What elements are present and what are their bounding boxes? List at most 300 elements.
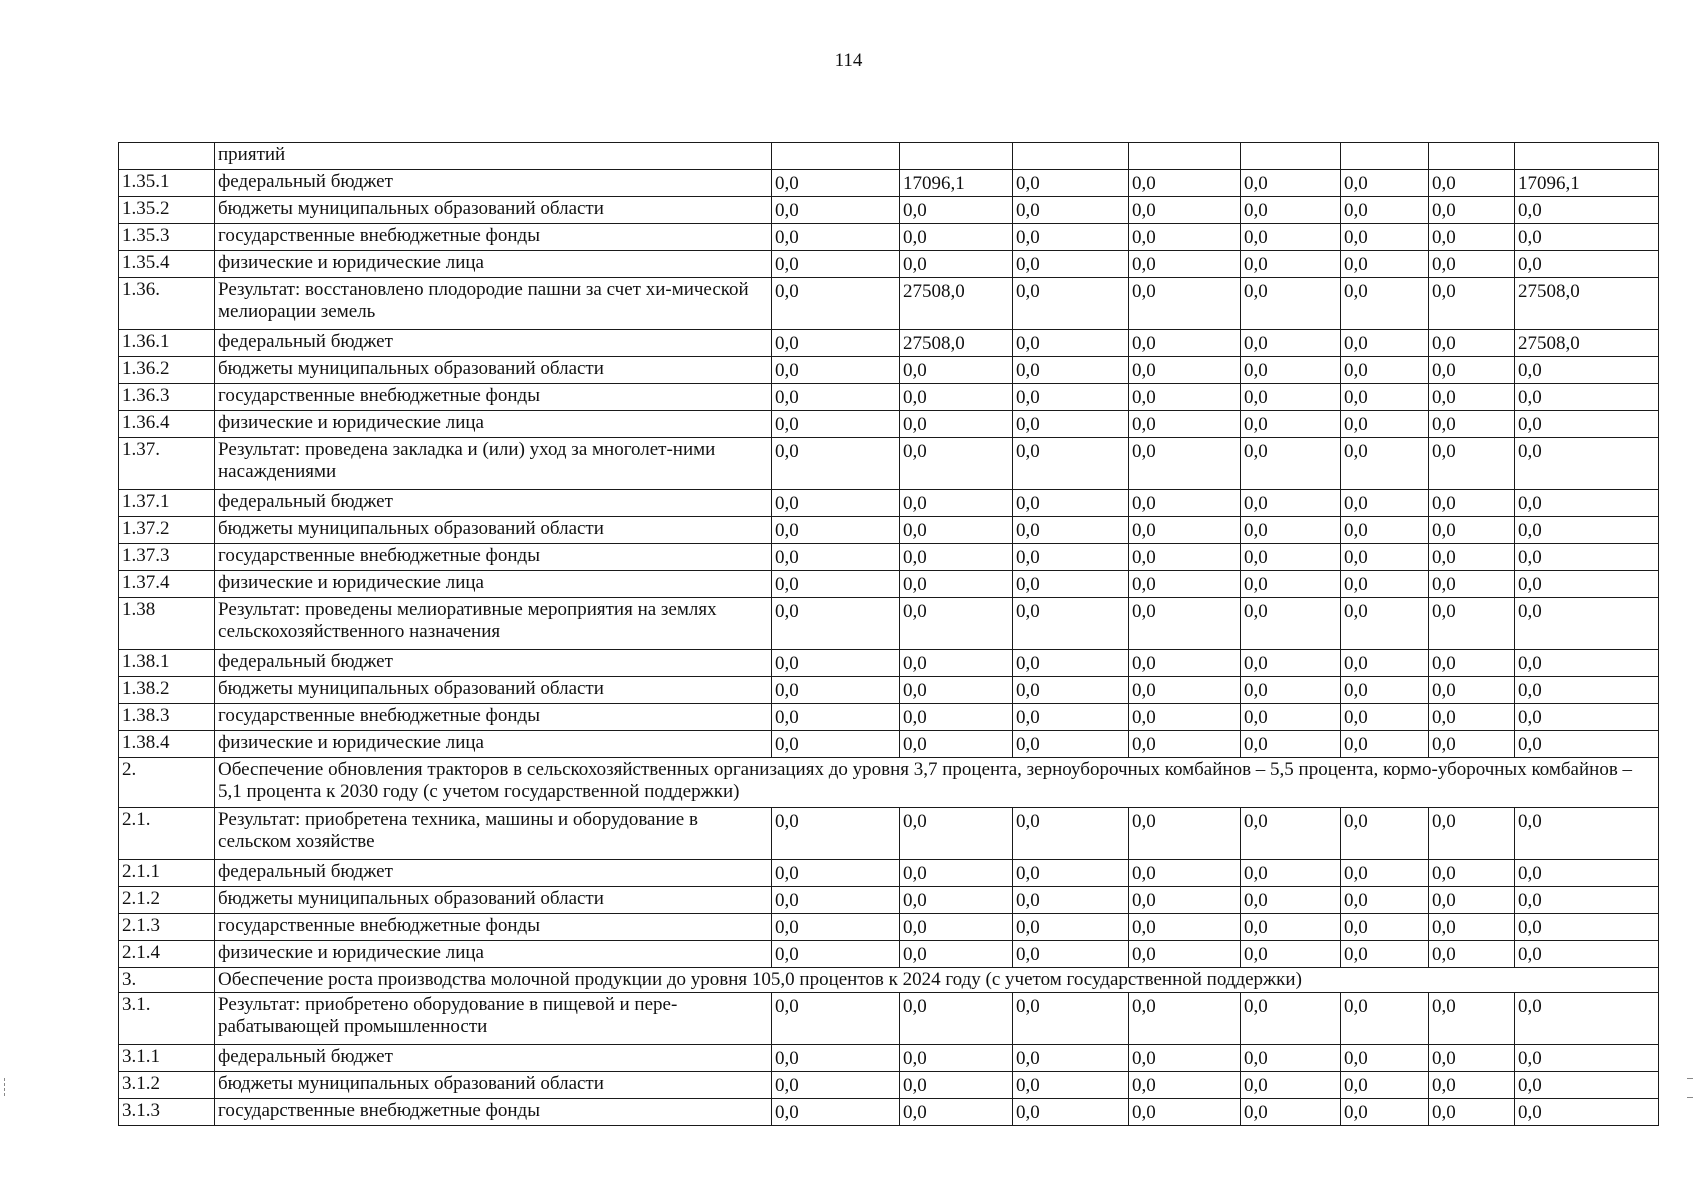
value-cell: 0,0 bbox=[1013, 224, 1129, 251]
row-name: физические и юридические лица bbox=[215, 411, 772, 438]
value-cell: 0,0 bbox=[1241, 571, 1341, 598]
value-cell: 0,0 bbox=[1341, 384, 1429, 411]
value-cell: 0,0 bbox=[772, 490, 900, 517]
value-cell: 0,0 bbox=[1129, 411, 1241, 438]
value-cell: 0,0 bbox=[1341, 914, 1429, 941]
funding-table-wrapper bbox=[118, 142, 1658, 1126]
row-code: 1.35.3 bbox=[119, 224, 215, 251]
value-cell: 27508,0 bbox=[1515, 330, 1659, 357]
value-cell: 0,0 bbox=[772, 808, 900, 860]
value-cell: 0,0 bbox=[1515, 887, 1659, 914]
value-cell: 0,0 bbox=[1129, 914, 1241, 941]
value-cell: 0,0 bbox=[1341, 197, 1429, 224]
value-cell: 0,0 bbox=[1013, 860, 1129, 887]
scan-edge-mark-left bbox=[4, 1078, 8, 1096]
value-cell: 17096,1 bbox=[1515, 170, 1659, 197]
value-cell: 0,0 bbox=[1129, 197, 1241, 224]
value-cell: 0,0 bbox=[1515, 517, 1659, 544]
value-cell: 0,0 bbox=[1341, 1099, 1429, 1126]
value-cell: 0,0 bbox=[1129, 677, 1241, 704]
value-cell: 0,0 bbox=[900, 490, 1013, 517]
value-cell: 0,0 bbox=[1341, 941, 1429, 968]
row-name: бюджеты муниципальных образований области bbox=[215, 197, 772, 224]
value-cell: 0,0 bbox=[1341, 490, 1429, 517]
value-cell bbox=[1429, 143, 1515, 170]
value-cell: 0,0 bbox=[1241, 517, 1341, 544]
row-code bbox=[119, 143, 215, 170]
value-cell: 0,0 bbox=[1129, 993, 1241, 1045]
table-row bbox=[119, 544, 1659, 571]
value-cell: 0,0 bbox=[772, 224, 900, 251]
row-code: 1.37. bbox=[119, 438, 215, 490]
value-cell: 0,0 bbox=[1241, 438, 1341, 490]
value-cell: 0,0 bbox=[1341, 887, 1429, 914]
value-cell: 0,0 bbox=[1241, 544, 1341, 571]
value-cell: 0,0 bbox=[1129, 571, 1241, 598]
value-cell: 0,0 bbox=[1013, 731, 1129, 758]
value-cell: 0,0 bbox=[1429, 1072, 1515, 1099]
value-cell: 0,0 bbox=[1013, 197, 1129, 224]
value-cell: 0,0 bbox=[1241, 598, 1341, 650]
row-name: государственные внебюджетные фонды bbox=[215, 1099, 772, 1126]
row-name: Результат: проведена закладка и (или) уход за многолет-ними насаждениями bbox=[215, 438, 772, 490]
table-row bbox=[119, 704, 1659, 731]
row-name: бюджеты муниципальных образований области bbox=[215, 517, 772, 544]
value-cell: 0,0 bbox=[1013, 598, 1129, 650]
value-cell: 0,0 bbox=[1515, 197, 1659, 224]
value-cell bbox=[900, 143, 1013, 170]
value-cell: 0,0 bbox=[1429, 411, 1515, 438]
value-cell bbox=[772, 143, 900, 170]
value-cell: 0,0 bbox=[1429, 650, 1515, 677]
value-cell: 0,0 bbox=[1429, 278, 1515, 330]
value-cell: 0,0 bbox=[772, 1099, 900, 1126]
value-cell: 0,0 bbox=[1129, 704, 1241, 731]
value-cell: 0,0 bbox=[900, 1099, 1013, 1126]
row-code: 1.38.1 bbox=[119, 650, 215, 677]
value-cell: 0,0 bbox=[1129, 251, 1241, 278]
value-cell bbox=[1241, 143, 1341, 170]
table-row bbox=[119, 251, 1659, 278]
scan-edge-mark-right bbox=[1687, 1078, 1693, 1098]
value-cell: 0,0 bbox=[1341, 224, 1429, 251]
row-code: 1.35.4 bbox=[119, 251, 215, 278]
value-cell: 0,0 bbox=[1129, 808, 1241, 860]
table-row bbox=[119, 278, 1659, 330]
row-name: Результат: приобретено оборудование в пищевой и пере-рабатывающей промышленности bbox=[215, 993, 772, 1045]
row-name: бюджеты муниципальных образований области bbox=[215, 1072, 772, 1099]
value-cell: 0,0 bbox=[1515, 914, 1659, 941]
value-cell: 27508,0 bbox=[900, 278, 1013, 330]
value-cell: 0,0 bbox=[1341, 704, 1429, 731]
value-cell: 0,0 bbox=[1341, 251, 1429, 278]
value-cell: 0,0 bbox=[1341, 357, 1429, 384]
value-cell: 0,0 bbox=[1241, 650, 1341, 677]
value-cell: 0,0 bbox=[1129, 278, 1241, 330]
row-name: государственные внебюджетные фонды bbox=[215, 914, 772, 941]
value-cell: 0,0 bbox=[1515, 704, 1659, 731]
value-cell: 0,0 bbox=[1515, 571, 1659, 598]
value-cell: 0,0 bbox=[1129, 731, 1241, 758]
row-name: Результат: проведены мелиоративные мероприятия на землях сельскохозяйственного назначения bbox=[215, 598, 772, 650]
value-cell: 0,0 bbox=[1429, 887, 1515, 914]
section-title: Обеспечение обновления тракторов в сельскохозяйственных организациях до уровня 3,7 процента, зерноуборочных комбайнов – 5,5 процента, кормо-уборочных комбайнов – 5,1 процента к 2030 году (с учетом государственной поддержки) bbox=[215, 758, 1659, 808]
value-cell: 0,0 bbox=[1429, 993, 1515, 1045]
value-cell: 0,0 bbox=[1429, 517, 1515, 544]
row-code: 2.1.2 bbox=[119, 887, 215, 914]
value-cell: 0,0 bbox=[1429, 251, 1515, 278]
value-cell: 0,0 bbox=[1241, 411, 1341, 438]
value-cell: 0,0 bbox=[772, 251, 900, 278]
row-code: 3. bbox=[119, 968, 215, 993]
value-cell: 0,0 bbox=[1241, 731, 1341, 758]
value-cell: 0,0 bbox=[1241, 887, 1341, 914]
row-name: Результат: приобретена техника, машины и оборудование в сельском хозяйстве bbox=[215, 808, 772, 860]
value-cell: 0,0 bbox=[1129, 438, 1241, 490]
value-cell: 0,0 bbox=[1429, 808, 1515, 860]
row-name: федеральный бюджет bbox=[215, 650, 772, 677]
value-cell: 0,0 bbox=[1429, 704, 1515, 731]
value-cell: 0,0 bbox=[1241, 224, 1341, 251]
value-cell: 0,0 bbox=[1515, 1072, 1659, 1099]
value-cell: 0,0 bbox=[772, 650, 900, 677]
row-code: 3.1. bbox=[119, 993, 215, 1045]
value-cell: 0,0 bbox=[1013, 490, 1129, 517]
row-code: 1.36. bbox=[119, 278, 215, 330]
value-cell: 0,0 bbox=[900, 224, 1013, 251]
value-cell: 0,0 bbox=[1013, 571, 1129, 598]
row-code: 1.38.4 bbox=[119, 731, 215, 758]
value-cell: 0,0 bbox=[1429, 490, 1515, 517]
table-row bbox=[119, 887, 1659, 914]
value-cell: 0,0 bbox=[1129, 490, 1241, 517]
value-cell: 0,0 bbox=[900, 808, 1013, 860]
value-cell: 0,0 bbox=[1241, 704, 1341, 731]
value-cell: 0,0 bbox=[772, 357, 900, 384]
value-cell: 0,0 bbox=[772, 384, 900, 411]
value-cell: 0,0 bbox=[1129, 1099, 1241, 1126]
value-cell: 0,0 bbox=[1515, 650, 1659, 677]
funding-table bbox=[118, 142, 1659, 1126]
value-cell: 0,0 bbox=[1013, 330, 1129, 357]
row-code: 1.38.3 bbox=[119, 704, 215, 731]
value-cell: 0,0 bbox=[772, 330, 900, 357]
value-cell: 0,0 bbox=[772, 887, 900, 914]
row-code: 3.1.3 bbox=[119, 1099, 215, 1126]
row-name: федеральный бюджет bbox=[215, 860, 772, 887]
table-row bbox=[119, 914, 1659, 941]
table-row bbox=[119, 598, 1659, 650]
value-cell: 0,0 bbox=[1013, 650, 1129, 677]
table-row bbox=[119, 490, 1659, 517]
value-cell: 0,0 bbox=[1341, 677, 1429, 704]
value-cell: 0,0 bbox=[1013, 887, 1129, 914]
value-cell: 0,0 bbox=[1515, 384, 1659, 411]
section-title: Обеспечение роста производства молочной продукции до уровня 105,0 процентов к 2024 году (с учетом государственной поддержки) bbox=[215, 968, 1659, 993]
value-cell: 0,0 bbox=[1129, 544, 1241, 571]
value-cell: 0,0 bbox=[772, 1045, 900, 1072]
value-cell: 0,0 bbox=[1429, 197, 1515, 224]
value-cell: 0,0 bbox=[1129, 860, 1241, 887]
value-cell: 0,0 bbox=[772, 704, 900, 731]
row-code: 1.37.1 bbox=[119, 490, 215, 517]
value-cell: 0,0 bbox=[1241, 278, 1341, 330]
table-row bbox=[119, 384, 1659, 411]
table-row bbox=[119, 411, 1659, 438]
value-cell: 0,0 bbox=[1341, 571, 1429, 598]
row-name: приятий bbox=[215, 143, 772, 170]
table-row bbox=[119, 197, 1659, 224]
value-cell: 0,0 bbox=[1429, 438, 1515, 490]
row-name: физические и юридические лица bbox=[215, 571, 772, 598]
value-cell: 0,0 bbox=[900, 357, 1013, 384]
value-cell: 0,0 bbox=[1515, 490, 1659, 517]
value-cell: 0,0 bbox=[900, 1045, 1013, 1072]
row-code: 1.38 bbox=[119, 598, 215, 650]
value-cell: 0,0 bbox=[1129, 941, 1241, 968]
row-name: Результат: восстановлено плодородие пашни за счет хи-мической мелиорации земель bbox=[215, 278, 772, 330]
value-cell: 0,0 bbox=[900, 571, 1013, 598]
value-cell: 0,0 bbox=[1129, 1045, 1241, 1072]
value-cell: 0,0 bbox=[772, 170, 900, 197]
value-cell: 0,0 bbox=[1341, 650, 1429, 677]
value-cell: 0,0 bbox=[1429, 544, 1515, 571]
value-cell: 0,0 bbox=[1241, 330, 1341, 357]
value-cell: 0,0 bbox=[900, 384, 1013, 411]
value-cell: 0,0 bbox=[1129, 650, 1241, 677]
value-cell: 0,0 bbox=[772, 677, 900, 704]
table-row bbox=[119, 860, 1659, 887]
row-name: государственные внебюджетные фонды bbox=[215, 224, 772, 251]
value-cell: 0,0 bbox=[1241, 197, 1341, 224]
value-cell: 0,0 bbox=[1515, 224, 1659, 251]
value-cell: 0,0 bbox=[772, 731, 900, 758]
value-cell: 0,0 bbox=[1341, 330, 1429, 357]
value-cell: 0,0 bbox=[1241, 677, 1341, 704]
row-code: 1.37.2 bbox=[119, 517, 215, 544]
row-name: федеральный бюджет bbox=[215, 490, 772, 517]
value-cell: 0,0 bbox=[1341, 411, 1429, 438]
row-name: бюджеты муниципальных образований области bbox=[215, 677, 772, 704]
value-cell: 0,0 bbox=[772, 993, 900, 1045]
table-row bbox=[119, 993, 1659, 1045]
value-cell: 0,0 bbox=[900, 731, 1013, 758]
value-cell: 0,0 bbox=[900, 704, 1013, 731]
value-cell: 0,0 bbox=[1515, 251, 1659, 278]
value-cell: 0,0 bbox=[1341, 438, 1429, 490]
row-code: 3.1.2 bbox=[119, 1072, 215, 1099]
row-name: бюджеты муниципальных образований области bbox=[215, 357, 772, 384]
row-code: 2.1.4 bbox=[119, 941, 215, 968]
table-row bbox=[119, 650, 1659, 677]
value-cell: 0,0 bbox=[1013, 438, 1129, 490]
row-code: 1.35.1 bbox=[119, 170, 215, 197]
row-name: физические и юридические лица bbox=[215, 251, 772, 278]
table-row bbox=[119, 517, 1659, 544]
value-cell: 0,0 bbox=[1013, 941, 1129, 968]
row-code: 1.37.3 bbox=[119, 544, 215, 571]
table-row bbox=[119, 677, 1659, 704]
value-cell: 0,0 bbox=[1013, 357, 1129, 384]
value-cell: 0,0 bbox=[1241, 384, 1341, 411]
value-cell: 0,0 bbox=[1013, 677, 1129, 704]
table-row bbox=[119, 731, 1659, 758]
table-row bbox=[119, 170, 1659, 197]
table-row bbox=[119, 941, 1659, 968]
value-cell: 0,0 bbox=[1341, 808, 1429, 860]
value-cell: 0,0 bbox=[1341, 278, 1429, 330]
value-cell: 0,0 bbox=[1341, 1045, 1429, 1072]
row-code: 3.1.1 bbox=[119, 1045, 215, 1072]
value-cell: 0,0 bbox=[1515, 411, 1659, 438]
value-cell: 0,0 bbox=[1341, 1072, 1429, 1099]
value-cell: 0,0 bbox=[1013, 808, 1129, 860]
row-code: 2.1.1 bbox=[119, 860, 215, 887]
value-cell: 0,0 bbox=[900, 544, 1013, 571]
value-cell: 0,0 bbox=[1341, 731, 1429, 758]
value-cell: 0,0 bbox=[1429, 357, 1515, 384]
value-cell: 0,0 bbox=[900, 914, 1013, 941]
value-cell: 0,0 bbox=[1129, 887, 1241, 914]
value-cell: 0,0 bbox=[1241, 251, 1341, 278]
value-cell: 0,0 bbox=[1429, 384, 1515, 411]
value-cell: 0,0 bbox=[1013, 278, 1129, 330]
row-code: 1.37.4 bbox=[119, 571, 215, 598]
value-cell: 0,0 bbox=[900, 860, 1013, 887]
value-cell bbox=[1515, 143, 1659, 170]
value-cell: 0,0 bbox=[772, 411, 900, 438]
value-cell: 0,0 bbox=[1515, 860, 1659, 887]
value-cell: 0,0 bbox=[1515, 357, 1659, 384]
value-cell: 0,0 bbox=[1013, 1099, 1129, 1126]
value-cell bbox=[1341, 143, 1429, 170]
value-cell: 0,0 bbox=[1515, 677, 1659, 704]
value-cell: 0,0 bbox=[1129, 224, 1241, 251]
value-cell: 0,0 bbox=[1129, 170, 1241, 197]
value-cell: 0,0 bbox=[1429, 598, 1515, 650]
table-row bbox=[119, 438, 1659, 490]
value-cell: 27508,0 bbox=[900, 330, 1013, 357]
table-row bbox=[119, 571, 1659, 598]
value-cell: 0,0 bbox=[1129, 517, 1241, 544]
value-cell: 0,0 bbox=[1429, 1099, 1515, 1126]
value-cell: 0,0 bbox=[772, 914, 900, 941]
table-row bbox=[119, 357, 1659, 384]
row-code: 1.36.1 bbox=[119, 330, 215, 357]
value-cell: 0,0 bbox=[900, 411, 1013, 438]
value-cell bbox=[1129, 143, 1241, 170]
value-cell: 0,0 bbox=[1013, 704, 1129, 731]
value-cell: 0,0 bbox=[772, 860, 900, 887]
value-cell: 0,0 bbox=[1129, 357, 1241, 384]
value-cell: 0,0 bbox=[772, 517, 900, 544]
value-cell: 0,0 bbox=[1013, 517, 1129, 544]
value-cell: 0,0 bbox=[1241, 1045, 1341, 1072]
row-code: 2. bbox=[119, 758, 215, 808]
value-cell: 0,0 bbox=[1515, 598, 1659, 650]
value-cell: 0,0 bbox=[1129, 384, 1241, 411]
table-row bbox=[119, 1099, 1659, 1126]
value-cell: 0,0 bbox=[1429, 170, 1515, 197]
value-cell: 0,0 bbox=[1241, 1099, 1341, 1126]
value-cell: 0,0 bbox=[1241, 808, 1341, 860]
row-code: 2.1. bbox=[119, 808, 215, 860]
value-cell: 0,0 bbox=[900, 438, 1013, 490]
value-cell: 0,0 bbox=[1515, 731, 1659, 758]
value-cell: 0,0 bbox=[1013, 993, 1129, 1045]
value-cell: 0,0 bbox=[1013, 914, 1129, 941]
row-code: 1.36.3 bbox=[119, 384, 215, 411]
value-cell: 0,0 bbox=[900, 941, 1013, 968]
value-cell: 0,0 bbox=[1241, 860, 1341, 887]
value-cell: 0,0 bbox=[1341, 598, 1429, 650]
value-cell: 0,0 bbox=[1241, 357, 1341, 384]
row-name: федеральный бюджет bbox=[215, 330, 772, 357]
value-cell: 0,0 bbox=[1129, 1072, 1241, 1099]
table-row bbox=[119, 224, 1659, 251]
row-name: физические и юридические лица bbox=[215, 941, 772, 968]
row-name: бюджеты муниципальных образований области bbox=[215, 887, 772, 914]
table-body bbox=[119, 143, 1659, 1126]
value-cell: 0,0 bbox=[1241, 490, 1341, 517]
row-name: государственные внебюджетные фонды bbox=[215, 704, 772, 731]
value-cell: 0,0 bbox=[1013, 411, 1129, 438]
row-name: государственные внебюджетные фонды bbox=[215, 544, 772, 571]
value-cell: 0,0 bbox=[1429, 571, 1515, 598]
value-cell: 0,0 bbox=[772, 598, 900, 650]
value-cell: 0,0 bbox=[772, 941, 900, 968]
value-cell: 27508,0 bbox=[1515, 278, 1659, 330]
value-cell: 0,0 bbox=[1241, 914, 1341, 941]
value-cell: 0,0 bbox=[1013, 170, 1129, 197]
value-cell: 0,0 bbox=[1515, 993, 1659, 1045]
value-cell: 0,0 bbox=[1341, 860, 1429, 887]
value-cell: 0,0 bbox=[900, 887, 1013, 914]
value-cell: 0,0 bbox=[1241, 993, 1341, 1045]
value-cell: 0,0 bbox=[900, 517, 1013, 544]
value-cell bbox=[1013, 143, 1129, 170]
value-cell: 0,0 bbox=[1515, 1099, 1659, 1126]
value-cell: 0,0 bbox=[1341, 544, 1429, 571]
value-cell: 0,0 bbox=[1429, 677, 1515, 704]
page-number: 114 bbox=[834, 50, 863, 71]
value-cell: 0,0 bbox=[900, 197, 1013, 224]
row-code: 1.38.2 bbox=[119, 677, 215, 704]
table-row bbox=[119, 968, 1659, 993]
row-code: 1.36.2 bbox=[119, 357, 215, 384]
value-cell: 0,0 bbox=[772, 197, 900, 224]
table-row bbox=[119, 758, 1659, 808]
value-cell: 0,0 bbox=[900, 993, 1013, 1045]
value-cell: 0,0 bbox=[900, 598, 1013, 650]
value-cell: 0,0 bbox=[900, 1072, 1013, 1099]
row-code: 1.36.4 bbox=[119, 411, 215, 438]
row-code: 2.1.3 bbox=[119, 914, 215, 941]
value-cell: 0,0 bbox=[1515, 1045, 1659, 1072]
value-cell: 0,0 bbox=[772, 571, 900, 598]
value-cell: 0,0 bbox=[1515, 438, 1659, 490]
value-cell: 0,0 bbox=[900, 650, 1013, 677]
table-row bbox=[119, 1072, 1659, 1099]
value-cell: 0,0 bbox=[772, 438, 900, 490]
value-cell: 17096,1 bbox=[900, 170, 1013, 197]
value-cell: 0,0 bbox=[1429, 731, 1515, 758]
value-cell: 0,0 bbox=[1429, 1045, 1515, 1072]
value-cell: 0,0 bbox=[1013, 544, 1129, 571]
value-cell: 0,0 bbox=[1013, 1072, 1129, 1099]
value-cell: 0,0 bbox=[772, 278, 900, 330]
value-cell: 0,0 bbox=[900, 677, 1013, 704]
